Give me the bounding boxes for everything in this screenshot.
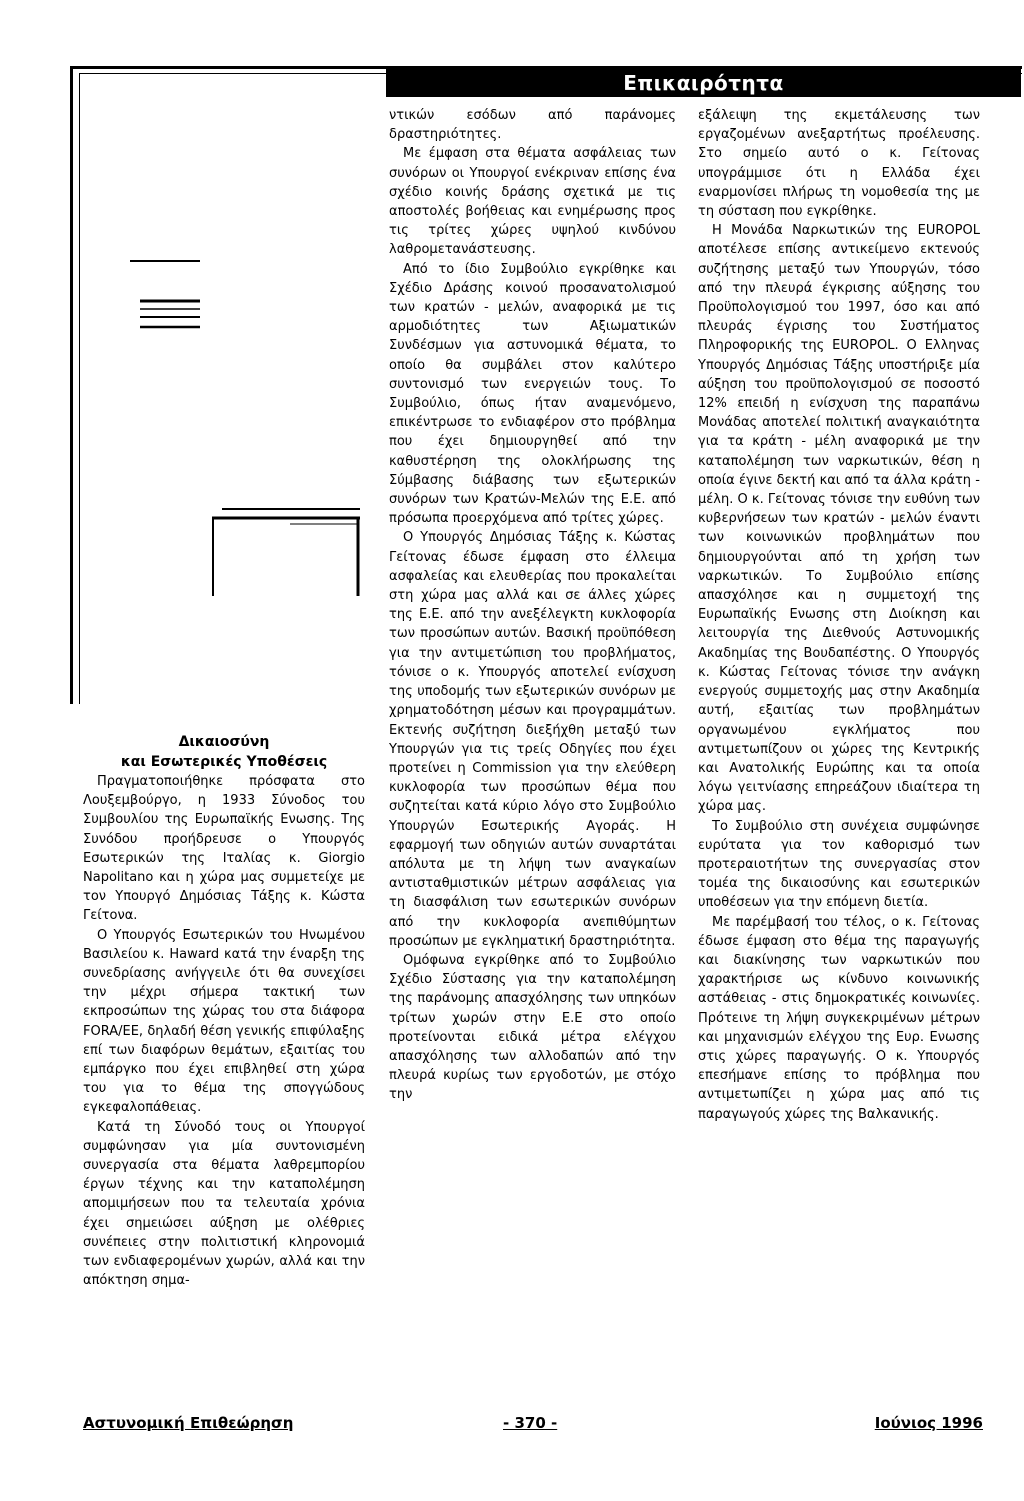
paragraph: Η Μονάδα Ναρκωτικών της EUROPOL αποτέλεσε επίσης αντικείμενο εκτενούς συζήτησης μεταξύ των Υπουργών, τόσο από την πλευρά έγκρισης αύξησης του Προϋπολογισμού του 1997, όσο και από πλευράς έγρισης του Συστήματος Πληροφορικής της EUROPOL. Ο Ελληνας Υπουργός Δημόσιας Τάξης υποστήριξε μία αύξηση του προϋπολογισμού σε ποσοστό 12% επειδή η ενίσχυση της παραπάνω Μονάδας αποτελεί πολιτική αναγκαιότητα για τα κράτη - μέλη αναφορικά με την καταπολέμηση των ναρκωτικών, θέση η οποία έγινε δεκτή και από τα άλλα κράτη - μέλη. Ο κ. Γείτονας τόνισε την ευθύνη των κυβερνήσεων των κρατών - μελών έναντι των κοινωνικών προβλημάτων που δημιουργούνται από τη χρήση των ναρκωτικών. Το Συμβούλιο επίσης απασχόλησε και η συμμετοχή της Ευρωπαϊκής Ενωσης στη Διοίκηση και λειτουργία της Διεθνούς Αστυνομικής Ακαδημίας της Βουδαπέστης. Ο Υπουργός κ. Κώστας Γείτονας τόνισε την ανάγκη ενεργούς συμμετοχής μας στην Ακαδημία αυτή, εξαιτίας των προβλημάτων οργανωμένου εγκλήματος που αντιμετωπίζουν οι χώρες της Κεντρικής και Ανατολικής Ευρώπης και τα οποία λόγω γειτνίασης επηρεάζουν ιδιαίτερα τη χώρα μας. [698,223,980,815]
photo-placeholder-frame [210,506,362,598]
left-column [83,732,365,1290]
middle-column [389,106,676,1105]
paragraph: Με έμφαση στα θέματα ασφάλειας των συνόρων οι Υπουργοί ενέκριναν επίσης ένα σχέδιο κοινής δράσης σχετικά με τις αποστολές βοήθειας και ενημέρωσης προς τις τρίτες χώρες υψηλού κινδύνου λαθρομετανάστευσης. [389,146,676,258]
paragraph: Με παρέμβασή του τέλος, ο κ. Γείτονας έδωσε έμφαση στο θέμα της παραγωγής και διακίνησης των ναρκωτικών που χαρακτήρισε ως κίνδυνο κοινωνικής αστάθειας - στις δημοκρατικές κοινωνίες. Πρότεινε τη λήψη συγκεκριμένων μέτρων και μηχανισμών ελέγχου της Ευρ. Ενωσης στις χώρες παραγωγής. Ο κ. Υπουργός επεσήμανε επίσης το πρόβλημα που αντιμετωπίζει η χώρα μας από τις παραγωγούς χώρες της Βαλκανικής. [698,914,980,1122]
paragraph: εξάλειψη της εκμετάλευσης των εργαζομένων ανεξαρτήτως προέλευσης. Στο σημείο αυτό ο κ. Γείτονας υπογράμμισε ότι η Ελλάδα έχει εναρμονίσει πλήρως τη νομοθεσία της με τη σύσταση που εγκρίθηκε. [698,108,980,220]
photo-placeholder-small [130,255,210,335]
paragraph: Από το ίδιο Συμβούλιο εγκρίθηκε και Σχέδιο Δράσης κοινού προσανατολισμού των κρατών - μελών, αναφορικά με τις αρμοδιότητες των Αξιωματικών Συνδέσμων για αστυνομικά θέματα, το οποίο θα συμβάλει στον καλύτερο συντονισμό των ενεργειών τους. Το Συμβούλιο, όπως ήταν αναμενόμενο, επικέντρωσε το ενδιαφέρον στο πρόβλημα που έχει δημιουργηθεί από την καθυστέρηση της ολοκλήρωσης της Σύμβασης διάβασης των εξωτερικών συνόρων των Κρατών-Μελών της Ε.Ε. από πρόσωπα προερχόμενα από τρίτες χώρες. [389,261,676,527]
page-number: - 370 - [503,1414,558,1432]
right-column [698,106,980,1124]
publication-name: Αστυνομική Επιθεώρηση [83,1414,294,1432]
article-heading [83,732,365,772]
paragraph: Ομόφωνα εγκρίθηκε από το Συμβούλιο Σχέδιο Σύστασης για την καταπολέμηση της παράνομης απασχόλησης των υπηκόων τρίτων χωρών στην Ε.Ε στο οποίο προτείνονται ειδικά μέτρα ελέγχου απασχόλησης των αλλοδαπών από την πλευρά κυρίως των εργοδοτών, με στόχο την [389,952,676,1103]
paragraph: Το Συμβούλιο στη συνέχεια συμφώνησε ευρύτατα για τον καθορισμό των προτεραιοτήτων της συνεργασίας στον τομέα της δικαιοσύνης και εσωτερικών υποθέσεων για την επόμενη διετία. [698,818,980,911]
paragraph: ντικών εσόδων από παράνομες δραστηριότητες. [389,108,676,143]
paragraph: Ο Υπουργός Εσωτερικών του Ηνωμένου Βασιλείου κ. Haward κατά την έναρξη της συνεδρίασης ανήγγειλε ότι θα συνεχίσει την μέχρι σήμερα τακτική των εκπροσώπων της χώρας του στα διάφορα FORA/ΕΕ, δηλαδή θέση γενικής επιφύλαξης επί των διαφόρων θεμάτων, εξαιτίας του εμπάργκο που έχει επιβληθεί στη χώρα του για το θέμα της σπογγώδους εγκεφαλοπάθειας. [83,927,365,1116]
issue-date: Ιούνιος 1996 [874,1414,983,1432]
heading-line-1: Δικαιοσύνη [178,734,270,750]
paragraph: Πραγματοποιήθηκε πρόσφατα στο Λουξεμβούργο, η 1933 Σύνοδος του Συμβουλίου της Ευρωπαϊκής Ενωσης. Της Συνόδου προήδρευσε ο Υπουργός Εσωτερικών της Ιταλίας κ. Giorgio Napolitano και η χώρα μας συμμετείχε με τον Υπουργό Δημόσιας Τάξης κ. Κώστα Γείτονα. [83,774,365,924]
heading-line-2: και Εσωτερικές Υποθέσεις [120,754,328,770]
page-footer [83,1414,983,1436]
paragraph: Κατά τη Σύνοδό τους οι Υπουργοί συμφώνησαν για μία συντονισμένη συνεργασία στα θέματα λαθρεμπορίου έργων τέχνης και την καταπολέμηση απομιμήσεων που τα τελευταία χρόνια έχει σημειώσει αύξηση με ολέθριες συνέπειες στην πολιτιστική κληρονομιά των ενδιαφερομένων χωρών, αλλά και την απόκτηση σημα- [83,1119,365,1289]
section-banner: Επικαιρότητα [386,69,1021,97]
paragraph: Ο Υπουργός Δημόσιας Τάξης κ. Κώστας Γείτονας έδωσε έμφαση στο έλλειμα ασφαλείας και ελευθερίας που προκαλείται στη χώρα μας αλλά και σε άλλες χώρες της Ε.Ε. από την ανεξέλεγκτη κυκλοφορία των προσώπων αυτών. Βασική προϋπόθεση για την αντιμετώπιση του προβλήματος, τόνισε ο κ. Υπουργός αποτελεί ενίσχυση της υποδομής των εξωτερικών συνόρων με χρηματοδότηση μέσων και προγραμμάτων. Εκτενής συζήτηση διεξήχθη μεταξύ των Υπουργών για τις τρείς Οδηγίες που έχει προτείνει η Commission για την ελεύθερη κυκλοφορία των προσώπων θέμα που συζητείται κατά κύριο λόγο στο Συμβούλιο Υπουργών Εσωτερικής Αγοράς. Η εφαρμογή των οδηγιών αυτών συναρτάται απόλυτα με τη λήψη των αναγκαίων αντισταθμιστικών μέτρων ασφάλειας για τη διασφάλιση των εσωτερικών συνόρων από την κυκλοφορία ανεπιθύμητων προσώπων με εγκληματική δραστηριότητα. [389,530,676,949]
